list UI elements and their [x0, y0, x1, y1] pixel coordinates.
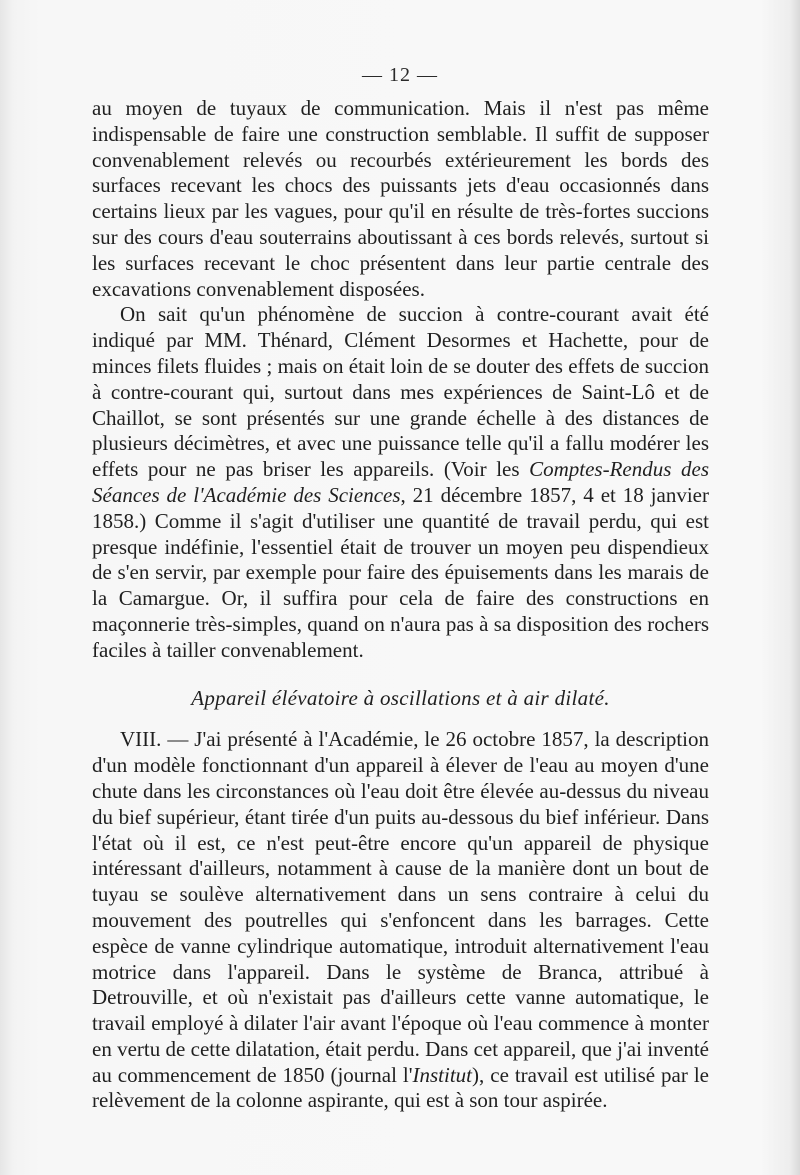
institut-citation: Institut: [412, 1062, 473, 1087]
paragraph-continuation: au moyen de tuyaux de communication. Mais il n'est pas même indispensable de faire une construction semblable. Il suffit de supposer convenablement relevés ou recourbés extérieurement les bords des surfaces recevant les chocs des puissants jets d'eau occasionnés dans certains lieux par les vagues, pour qu'il en résulte de très-fortes succions sur des cours d'eau souterrains aboutissant à ces bords relevés, surtout si les surfaces recevant le choc présentent dans leur partie centrale des excavations convenablement disposées.: [92, 96, 709, 301]
paragraph-succion-text-2: , 21 décembre 1857, 4 et 18 janvier 1858.) Comme il s'agit d'utiliser une quantité de travail perdu, qui est presque indéfinie, l'essentiel était de trouver un moyen peu dispendieux de s'en servir, par exemple pour faire des épuisements dans les marais de la Camargue. Or, il suffira pour cela de faire des constructions en maçonnerie très-simples, quand on n'aura pas à sa disposition des rochers faciles à tailler convenablement.: [92, 482, 709, 662]
paragraph-succion: [92, 302, 709, 663]
paragraph-succion-text-1: On sait qu'un phénomène de succion à contre-courant avait été indiqué par MM. Thénard, Clément Desormes et Hachette, pour de minces filets fluides ; mais on était loin de se douter des effets de succion à contre-courant qui, surtout dans mes expériences de Saint-Lô et de Chaillot, se sont présentés sur une grande échelle à des distances de plusieurs décimètres, et avec une puissance telle qu'il a fallu modérer les effets pour ne pas briser les appareils. (Voir les: [92, 302, 709, 482]
section-number: VIII.: [120, 727, 162, 752]
paragraph-viii-text-2: ), ce travail est utilisé par le relèvement de la colonne aspirante, qui est à son tour aspirée.: [92, 1062, 709, 1113]
page-number: — 12 —: [362, 64, 438, 86]
paragraph-viii: [92, 727, 709, 1114]
comptes-rendus-citation: Comptes-Rendus des Séances de l'Académie des Sciences: [92, 457, 709, 507]
section-heading: Appareil élévatoire à oscillations et à air dilaté.: [191, 685, 610, 710]
body-text: [92, 96, 709, 1114]
paragraph-viii-text-1: — J'ai présenté à l'Académie, le 26 octobre 1857, la description d'un modèle fonctionnant d'un appareil à élever de l'eau au moyen d'une chute dans les circonstances où l'eau doit être élevée au-dessus du niveau du bief supérieur, étant tirée d'un puits au-dessous du bief inférieur. Dans l'état où il est, ce n'est peut-être encore qu'un appareil de physique intéressant d'ailleurs, notamment à cause de la manière dont un bout de tuyau se soulève alternativement dans un sens contraire à celui du mouvement des poutrelles qui s'enfoncent dans les barrages. Cette espèce de vanne cylindrique automatique, introduit alternativement l'eau motrice dans l'appareil. Dans le système de Branca, attribué à Detrouville, et où n'existait pas d'ailleurs cette vanne automatique, le travail employé à dilater l'air avant l'époque où l'eau commence à monter en vertu de cette dilatation, était perdu. Dans cet appareil, que j'ai inventé au commencement de 1850 (journal l': [92, 727, 709, 1087]
